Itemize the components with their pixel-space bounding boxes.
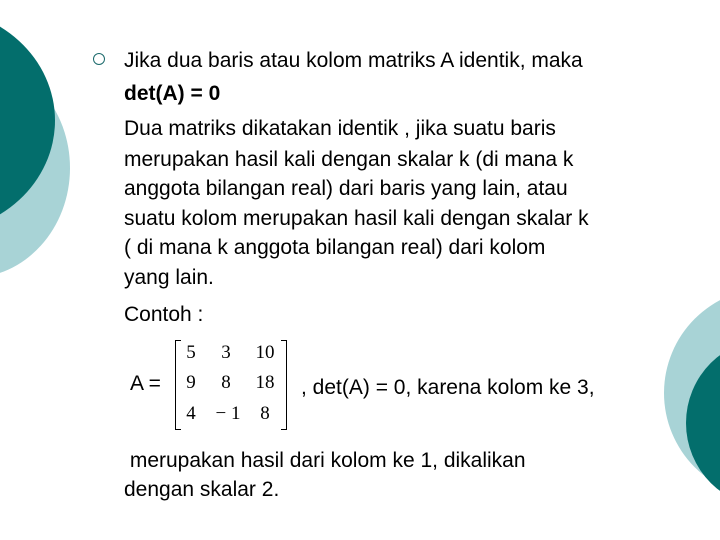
matrix-cell: − 1 [215, 403, 241, 424]
conclusion-line-1: merupakan hasil dari kolom ke 1, dikalikan [124, 449, 526, 472]
matrix-cell: 3 [221, 342, 231, 363]
matrix-cell: 8 [221, 372, 231, 393]
matrix-cell: 4 [186, 403, 196, 424]
matrix-cell: 10 [255, 342, 275, 363]
bullet-ring-icon [93, 53, 105, 65]
conclusion-line-2: dengan skalar 2. [124, 478, 280, 501]
matrix [175, 340, 287, 430]
matrix-cell: 5 [186, 342, 196, 363]
text-line-2: det(A) = 0 [124, 82, 221, 105]
text-line-4: merupakan hasil kali dengan skalar k (di mana k [124, 148, 574, 171]
matrix-right-bracket [281, 340, 287, 430]
text-line-8: yang lain. [124, 266, 214, 289]
text-line-9: Contoh : [124, 303, 204, 326]
text-line-7: ( di mana k anggota bilangan real) dari kolom [124, 236, 546, 259]
matrix-cell: 9 [186, 372, 196, 393]
matrix-cell: 18 [255, 372, 275, 393]
text-line-5: anggota bilangan real) dari baris yang lain, atau [124, 177, 568, 200]
text-line-1: Jika dua baris atau kolom matriks A identik, maka [124, 49, 583, 72]
determinant-statement: , det(A) = 0, karena kolom ke 3, [301, 376, 595, 399]
text-line-6: suatu kolom merupakan hasil kali dengan skalar k [124, 207, 589, 230]
matrix-cell: 8 [260, 403, 270, 424]
text-line-3: Dua matriks dikatakan identik , jika suatu baris [124, 117, 556, 140]
matrix-label: A = [130, 372, 161, 395]
